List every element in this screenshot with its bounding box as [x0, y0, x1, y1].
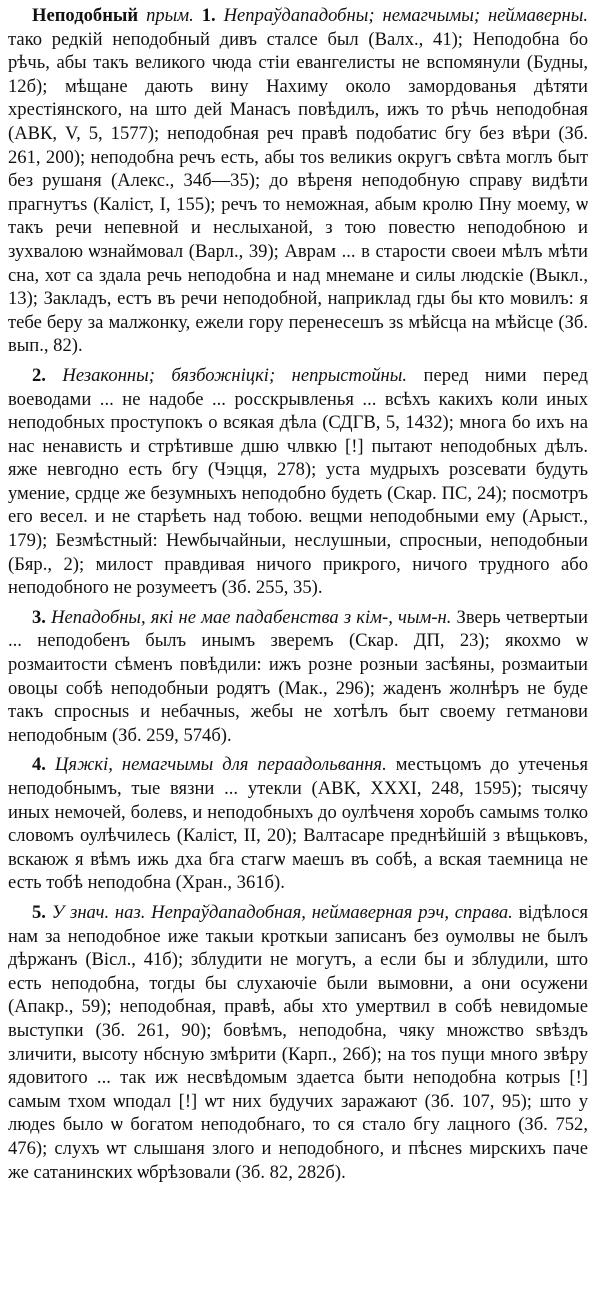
sense-definition: Непадобны, які не мае падабенства з кім-, чым-н. — [51, 606, 452, 628]
sense-number: 2. — [32, 364, 46, 386]
sense-definition: Цяжкі, немагчымы для пераадольвання. — [55, 754, 387, 776]
sense-citations: вiдѣлося нам за неподобное иже такыи кроткыи записанъ без оумолвы не былъ дѣржанъ (Вiсл., 41б); зблудити не могутъ, а если бы и зблудили, што есть неподобна, тогды бы слухаючiе были вымовни, а они осужени (Апакр., 59); неподобная, правѣ, абы хто умертвил в собѣ невидомые выступки (Зб. 261, 90); бовѣмъ, неподобна, чяку множство sвѣздъ зличити, высоту нбсную змѣрити (Карп., 26б); на тоѕ пущи много звѣру ядовитого ... так иж несвѣдомым здаетса быти неподобна котрыѕ [!] самым тхом ѡподал [!] ѡт них будучих заражают (Зб. 107, 95); што у людеѕ было ѡ богатом неподобнаго, то ся стало бгу лацного (Зб. 752, 476); слухъ ѡт слышаня злого и неподобного, и пѣснеѕ мирскихъ паче же сатанинских ѡбрѣзовали (Зб. 82, 282б). — [8, 901, 589, 1183]
sense-citations: Зверь четвертыи ... неподобенъ былъ инымъ зверемъ (Скар. ДП, 23); якохмо ѡ розмаитости сѣменъ повѣдили: ижъ розне розныи засѣяны, розмаитыи овоцы собѣ неподобныи родятъ (Мак., 296); жаденъ жолнѣръ не буде такъ спросныѕ и небачныѕ, жебы не хотѣлъ быт своему гетманови неподобным (Зб. 259, 574б). — [8, 606, 588, 746]
sense-2 — [8, 364, 588, 600]
part-of-speech: прым. — [146, 5, 194, 26]
sense-definition: Незаконны; бязбожніцкі; непрыстойны. — [62, 364, 408, 386]
headword: Неподобный — [32, 5, 139, 26]
sense-3 — [8, 606, 588, 748]
sense-1 — [8, 4, 588, 358]
sense-5 — [8, 901, 588, 1184]
sense-number: 3. — [32, 606, 46, 628]
sense-definition: Непраўдападобны; немагчымы; неймаверны. — [223, 5, 588, 26]
sense-number: 1. — [201, 5, 216, 26]
sense-citations: местьцомъ до утеченья неподобнымъ, тые вязни ... утекли (АВК, XXXI, 248, 1595); тысячу иных немочей, болевѕ, и неподобныхъ до оулѣченя хоробъ самымѕ толко словомъ оулѣчилесь (Калiст, II, 20); Валтасаре преднѣйшiй з вѣщьковъ, вскаюж я вѣмъ ижь дха бга стагѡ маешъ въ собѣ, а вская таемница не есть тобѣ неподобна (Хран., 361б). — [8, 754, 589, 894]
sense-4 — [8, 753, 588, 895]
sense-citations: тако редкiй неподобный дивъ сталсе был (Валх., 41); Неподобна бо рѣчь, абы такъ великого чюда стiи евангелисты не вспомянули (Будны, 12б); мѣщане дають вину Нахиму около замордованья дѣтяти хрестiянского, на што дей Манасъ повѣдилъ, ижъ то рѣчь неподобная (АВК, V, 5, 1577); неподобная реч правѣ подобатис бгу без вѣри (Зб. 261, 200); неподобна речъ есть, абы тоѕ великиѕ округъ свѣта моглъ быт без рушаня (Алекс., 34б—35); до вѣреня неподобную справу видѣти прагнутъѕ (Калiст, I, 155); речъ то неможная, абым кролю Пну моему, ѡ такъ речи непевной и неслыханой, з тою повестю неподобною и зухвалою ѡзнаймовал (Варл., 39); Аврам ... в старости своеи мѣлъ мѣти сна, хот са здала речь неподобна и над мнемане и силы людскiе (Выкл., 13); Закладъ, естъ въ речи неподобной, наприклад гды бы кто мовилъ: я тебе беру за малжонку, ежели гору перенесешъ зѕ мѣйсца на мѣйсце (Зб. вып., 82). — [8, 28, 588, 357]
sense-number: 4. — [32, 754, 46, 776]
sense-definition: У знач. наз. Непраўдападобная, неймаверная рэч, справа. — [51, 901, 513, 923]
sense-citations: перед ними перед воеводами ... не надобе ... росскрывленья ... всѣхъ какихъ коли иных неподобных проступокъ о всякая дѣла (СДГВ, 5, 1432); многа бо ихъ на нас ненависть и стрѣтивше дшю члвкю [!] пытают неподобных дѣлъ. яже невгодно есть бгу (Чэцця, 278); уста мудрыхъ розсевати будуть умение, срдце же безумныхъ неподобно будеть (Скар. ПС, 24); посмотръ его весел. и не старѣеть над тобою. вещми неподобными ему (Арыст., 179); Безмѣстный: Неѡбычайныи, неслушныи, спросныи, неподобныи (Бяр., 2); милост правдивая ничого прикрого, ничого трудного або неподобного не розумеетъ (Зб. 255, 35). — [8, 364, 588, 599]
sense-number: 5. — [32, 901, 46, 923]
